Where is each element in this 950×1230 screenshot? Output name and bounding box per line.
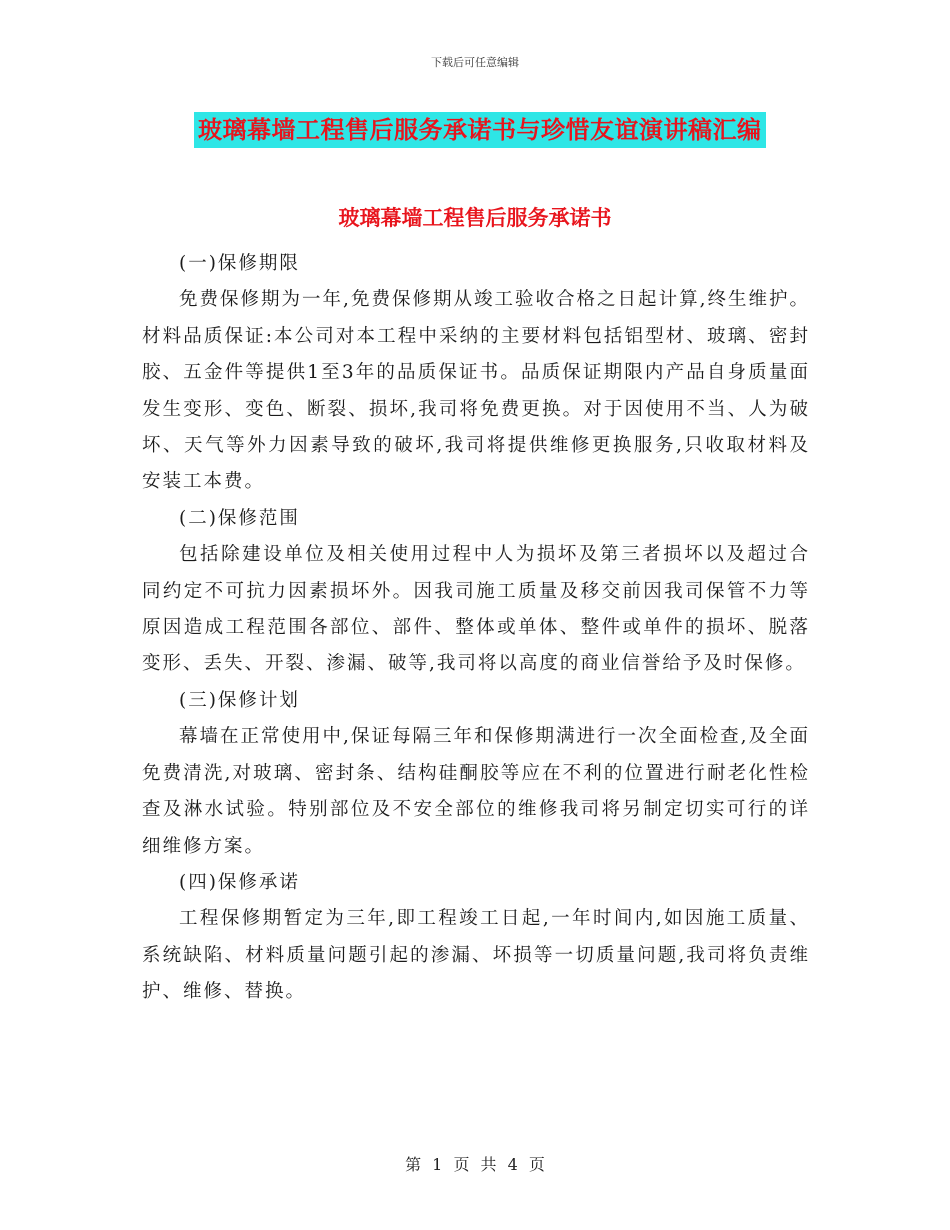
subheading-warranty-period: (一)保修期限 (179, 253, 300, 274)
paragraph-warranty-plan: 幕墙在正常使用中,保证每隔三年和保修期满进行一次全面检查,及全面免费清洗,对玻璃、密封条、结构硅酮胶等应在不利的位置进行耐老化性检查及淋水试验。特别部位及不安全部位的维修我司将另制定切实可行的详细维修方案。 (142, 726, 810, 857)
subheading-warranty-commitment: (四)保修承诺 (179, 871, 300, 893)
header-note: 下载后可任意编辑 (431, 56, 519, 69)
paragraph-warranty-commitment: 工程保修期暂定为三年,即工程竣工日起,一年时间内,如因施工质量、系统缺陷、材料质量问题引起的渗漏、坏损等一切质量问题,我司将负责维护、维修、替换。 (142, 908, 810, 1003)
section-title: 玻璃幕墙工程售后服务承诺书 (338, 205, 612, 230)
subheading-warranty-scope: (二)保修范围 (179, 507, 300, 529)
document-body (142, 246, 810, 1011)
paragraph-warranty-period: 免费保修期为一年,免费保修期从竣工验收合格之日起计算,终生维护。材料品质保证:本公司对本工程中采纳的主要材料包括铝型材、玻璃、密封胶、五金件等提供1至3年的品质保证书。品质保证期限内产品自身质量面发生变形、变色、断裂、损坏,我司将免费更换。对于因使用不当、人为破坏、天气等外力因素导致的破坏,我司将提供维修更换服务,只收取材料及安装工本费。 (142, 289, 810, 493)
paragraph-warranty-scope: 包括除建设单位及相关使用过程中人为损坏及第三者损坏以及超过合同约定不可抗力因素损坏外。因我司施工质量及移交前因我司保管不力等原因造成工程范围各部位、部件、整体或单体、整件或单件的损坏、脱落变形、丢失、开裂、渗漏、破等,我司将以高度的商业信誉给予及时保修。 (142, 544, 810, 675)
subheading-warranty-plan: (三)保修计划 (179, 689, 300, 711)
document-title: 玻璃幕墙工程售后服务承诺书与珍惜友谊演讲稿汇编 (194, 112, 766, 148)
page-footer: 第 1 页 共 4 页 (405, 1155, 545, 1174)
